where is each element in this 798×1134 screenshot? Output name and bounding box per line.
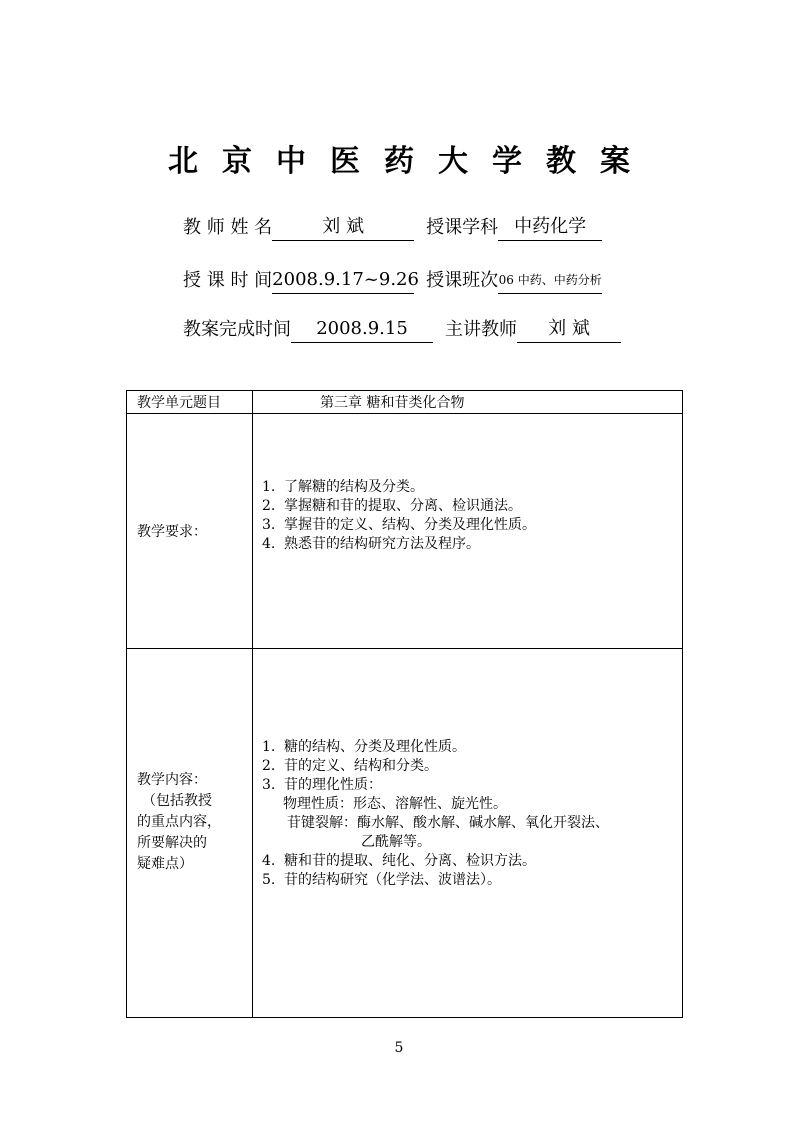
content-item: 4. 糖和苷的提取、纯化、分离、检识方法。 [262,853,536,869]
time-label: 授 课 时 间 [183,270,273,291]
teacher-value: 刘 斌 [272,214,414,241]
content-cell [253,649,683,1018]
content-row [127,649,683,1018]
content-subitem: 苷键裂解：酶水解、酸水解、碱水解、氧化开裂法、 [287,815,609,831]
requirements-cell [253,414,683,649]
requirement-item: 3. 掌握苷的定义、结构、分类及理化性质。 [262,517,536,533]
subject-label: 授课学科 [426,217,499,238]
requirements-label: 教学要求： [127,414,253,649]
unit-label: 教学单元题目 [127,391,253,414]
class-label: 授课班次 [426,270,499,291]
content-item: 5. 苷的结构研究（化学法、波谱法）。 [262,872,501,888]
page-number: 5 [394,1040,404,1056]
requirements-row [127,414,683,649]
lecturer-value: 刘 斌 [517,316,621,343]
content-subitem: 乙酰解等。 [361,834,431,850]
teacher-label: 教 师 姓 名 [183,217,273,238]
info-row-finish [183,316,621,342]
requirements-list [262,478,682,554]
info-row-time [183,267,602,293]
time-value: 2008.9.17~9.26 [272,267,414,294]
content-item: 2. 苷的定义、结构和分类。 [262,758,438,774]
finish-value: 2008.9.15 [291,316,433,343]
finish-label: 教案完成时间 [183,319,291,340]
requirement-item: 1. 了解糖的结构及分类。 [262,479,424,495]
content-item: 3. 苷的理化性质： [262,777,382,793]
lesson-table [126,390,683,1018]
unit-row [127,391,683,414]
content-item: 1. 糖的结构、分类及理化性质。 [262,739,466,755]
requirement-item: 2. 掌握糖和苷的提取、分离、检识通法。 [262,498,522,514]
document-title: 北京中医药大学教案 [168,144,654,179]
class-value: 06 中药、中药分析 [498,267,602,294]
unit-value: 第三章 糖和苷类化合物 [253,391,683,414]
subject-value: 中药化学 [498,214,602,241]
content-label: 教学内容： （包括教授 的重点内容， 所要解决的 疑难点） [127,649,253,1018]
info-row-teacher [183,214,602,240]
content-list [262,738,682,890]
content-subitem: 物理性质：形态、溶解性、旋光性。 [283,796,507,812]
requirement-item: 4. 熟悉苷的结构研究方法及程序。 [262,536,480,552]
lecturer-label: 主讲教师 [445,319,517,340]
